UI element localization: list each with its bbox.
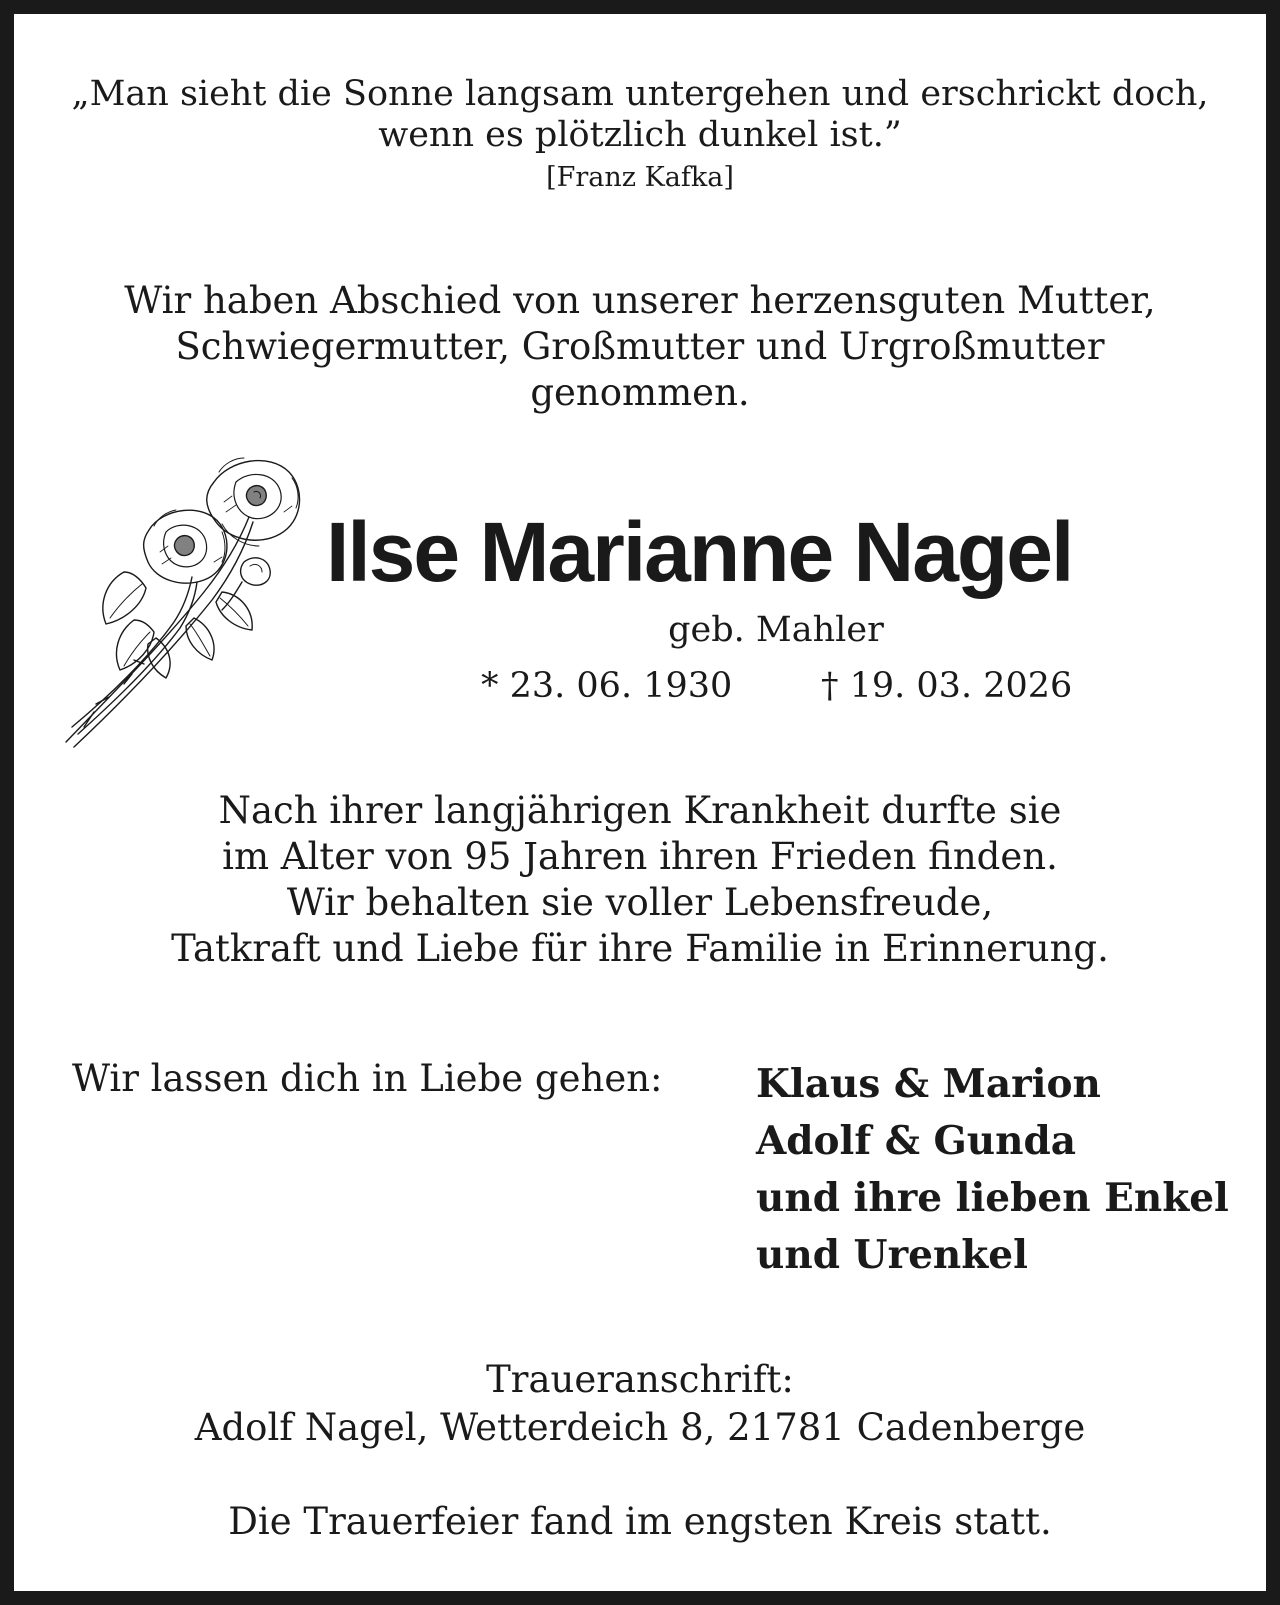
- quote-line-2: wenn es plötzlich dunkel ist.”: [378, 115, 902, 155]
- intro-line-2: Schwiegermutter, Großmutter und Urgroßmutter: [175, 325, 1105, 368]
- kafka-quote: [14, 74, 1266, 196]
- mourner-name: und ihre lieben Enkel: [756, 1175, 1229, 1221]
- intro-line-3: genommen.: [530, 371, 750, 414]
- life-story: [14, 788, 1266, 972]
- story-line-2: im Alter von 95 Jahren ihren Frieden finden.: [222, 835, 1058, 878]
- farewell-intro: [14, 278, 1266, 416]
- mourners-intro: Wir lassen dich in Liebe gehen:: [72, 1057, 663, 1100]
- mourners-list: [756, 1056, 1229, 1284]
- ceremony-note: Die Trauerfeier fand im engsten Kreis statt.: [228, 1500, 1052, 1543]
- quote-author: [Franz Kafka]: [546, 162, 734, 193]
- birth-name: geb. Mahler: [668, 610, 884, 650]
- story-line-1: Nach ihrer langjährigen Krankheit durfte sie: [218, 789, 1062, 832]
- story-line-4: Tatkraft und Liebe für ihre Familie in Erinnerung.: [171, 927, 1109, 970]
- address-label: Traueranschrift:: [486, 1358, 794, 1401]
- rose-drawing-icon: [54, 442, 314, 762]
- quote-line-1: „Man sieht die Sonne langsam untergehen und erschrickt doch,: [71, 74, 1209, 114]
- story-line-3: Wir behalten sie voller Lebensfreude,: [286, 881, 994, 924]
- mourner-name: Klaus & Marion: [756, 1061, 1101, 1107]
- death-date: † 19. 03. 2026: [821, 666, 1073, 706]
- intro-line-1: Wir haben Abschied von unserer herzensguten Mutter,: [124, 279, 1156, 322]
- mourner-name: Adolf & Gunda: [756, 1118, 1077, 1164]
- mourner-name: und Urenkel: [756, 1232, 1028, 1278]
- mourning-address: [14, 1356, 1266, 1452]
- birth-date: * 23. 06. 1930: [481, 666, 733, 706]
- address-line: Adolf Nagel, Wetterdeich 8, 21781 Cadenberge: [194, 1406, 1086, 1449]
- deceased-name: Ilse Marianne Nagel: [326, 505, 1073, 599]
